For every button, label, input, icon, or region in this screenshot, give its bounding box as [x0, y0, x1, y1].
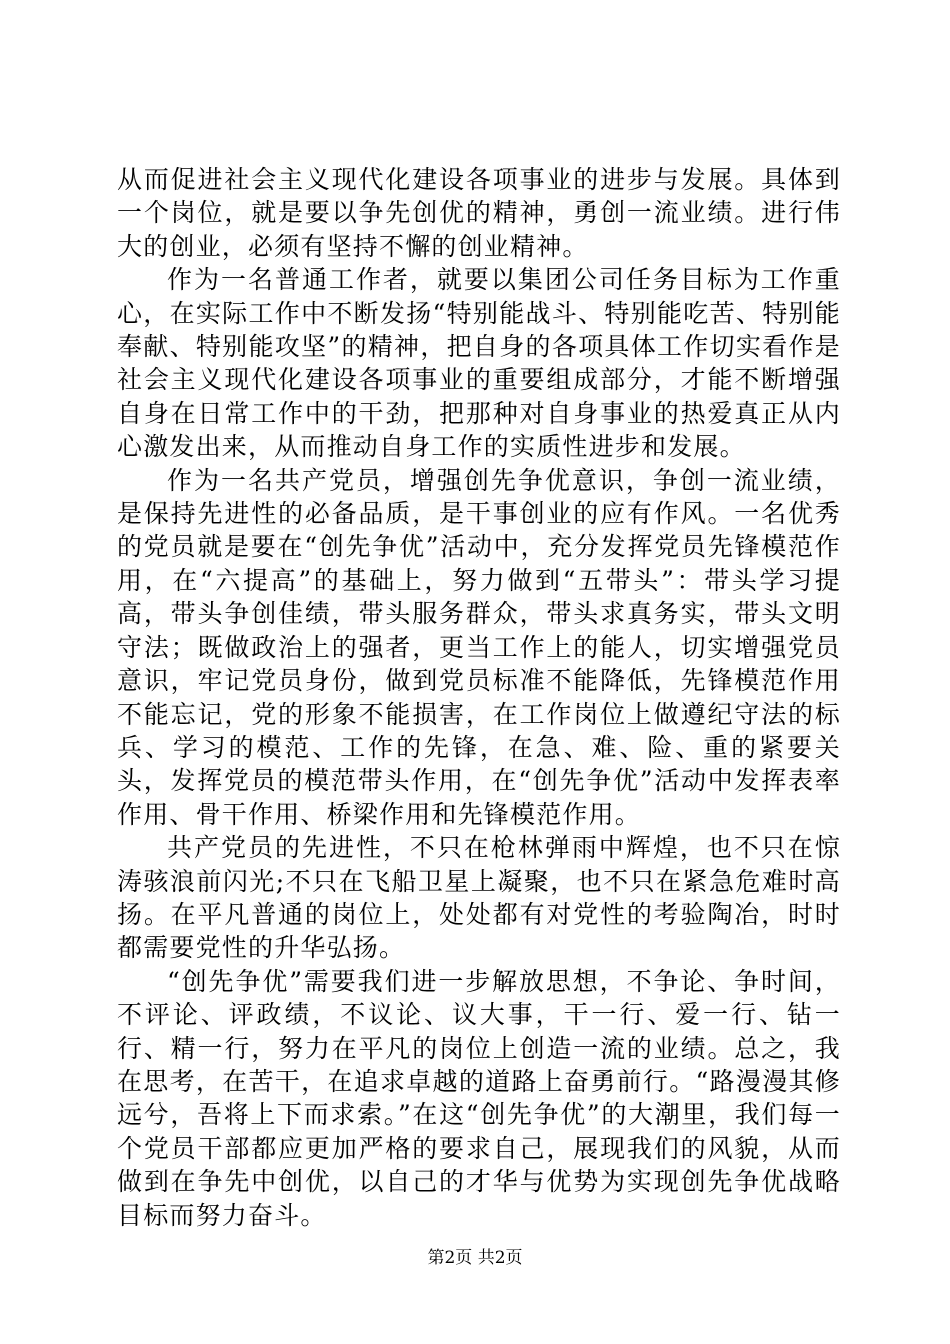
paragraph-1: 从而促进社会主义现代化建设各项事业的进步与发展。具体到一个岗位，就是要以争先创优的精神，勇创一流业绩。进行伟大的创业，必须有坚持不懈的创业精神。 — [117, 165, 841, 261]
page-number-label: 第2页 共2页 — [427, 1248, 523, 1268]
paragraph-3: 作为一名共产党员，增强创先争优意识，争创一流业绩，是保持先进性的必备品质，是干事创业的应有作风。一名优秀的党员就是要在“创先争优”活动中，充分发挥党员先锋模范作用，在“六提高”的基础上，努力做到“五带头”：带头学习提高，带头争创佳绩，带头服务群众，带头求真务实，带头文明守法；既做政治上的强者，更当工作上的能人，切实增强党员意识，牢记党员身份，做到党员标准不能降低，先锋模范作用不能忘记，党的形象不能损害，在工作岗位上做遵纪守法的标兵、学习的模范、工作的先锋，在急、难、险、重的紧要关头，发挥党员的模范带头作用，在“创先争优”活动中发挥表率作用、骨干作用、桥梁作用和先锋模范作用。 — [117, 465, 841, 829]
paragraph-4: 共产党员的先进性，不只在枪林弹雨中辉煌，也不只在惊涛骇浪前闪光;不只在飞船卫星上凝聚，也不只在紧急危难时高扬。在平凡普通的岗位上，处处都有对党性的考验陶冶，时时都需要党性的升华弘扬。 — [117, 833, 841, 963]
paragraph-2: 作为一名普通工作者，就要以集团公司任务目标为工作重心，在实际工作中不断发扬“特别能战斗、特别能吃苦、特别能奉献、特别能攻坚”的精神，把自身的各项具体工作切实看作是社会主义现代化建设各项事业的重要组成部分，才能不断增强自身在日常工作中的干劲，把那种对自身事业的热爱真正从内心激发出来，从而推动自身工作的实质性进步和发展。 — [117, 265, 841, 462]
paragraph-5: “创先争优”需要我们进一步解放思想，不争论、争时间，不评论、评政绩，不议论、议大事，干一行、爱一行、钻一行、精一行，努力在平凡的岗位上创造一流的业绩。总之，我在思考，在苦干，在追求卓越的道路上奋勇前行。“路漫漫其修远兮，吾将上下而求索。”在这“创先争优”的大潮里，我们每一个党员干部都应更加严格的要求自己，展现我们的风貌，从而做到在争先中创优，以自己的才华与优势为实现创先争优战略目标而努力奋斗。 — [117, 966, 841, 1230]
document-body — [117, 163, 841, 1232]
page-footer — [0, 1243, 950, 1268]
